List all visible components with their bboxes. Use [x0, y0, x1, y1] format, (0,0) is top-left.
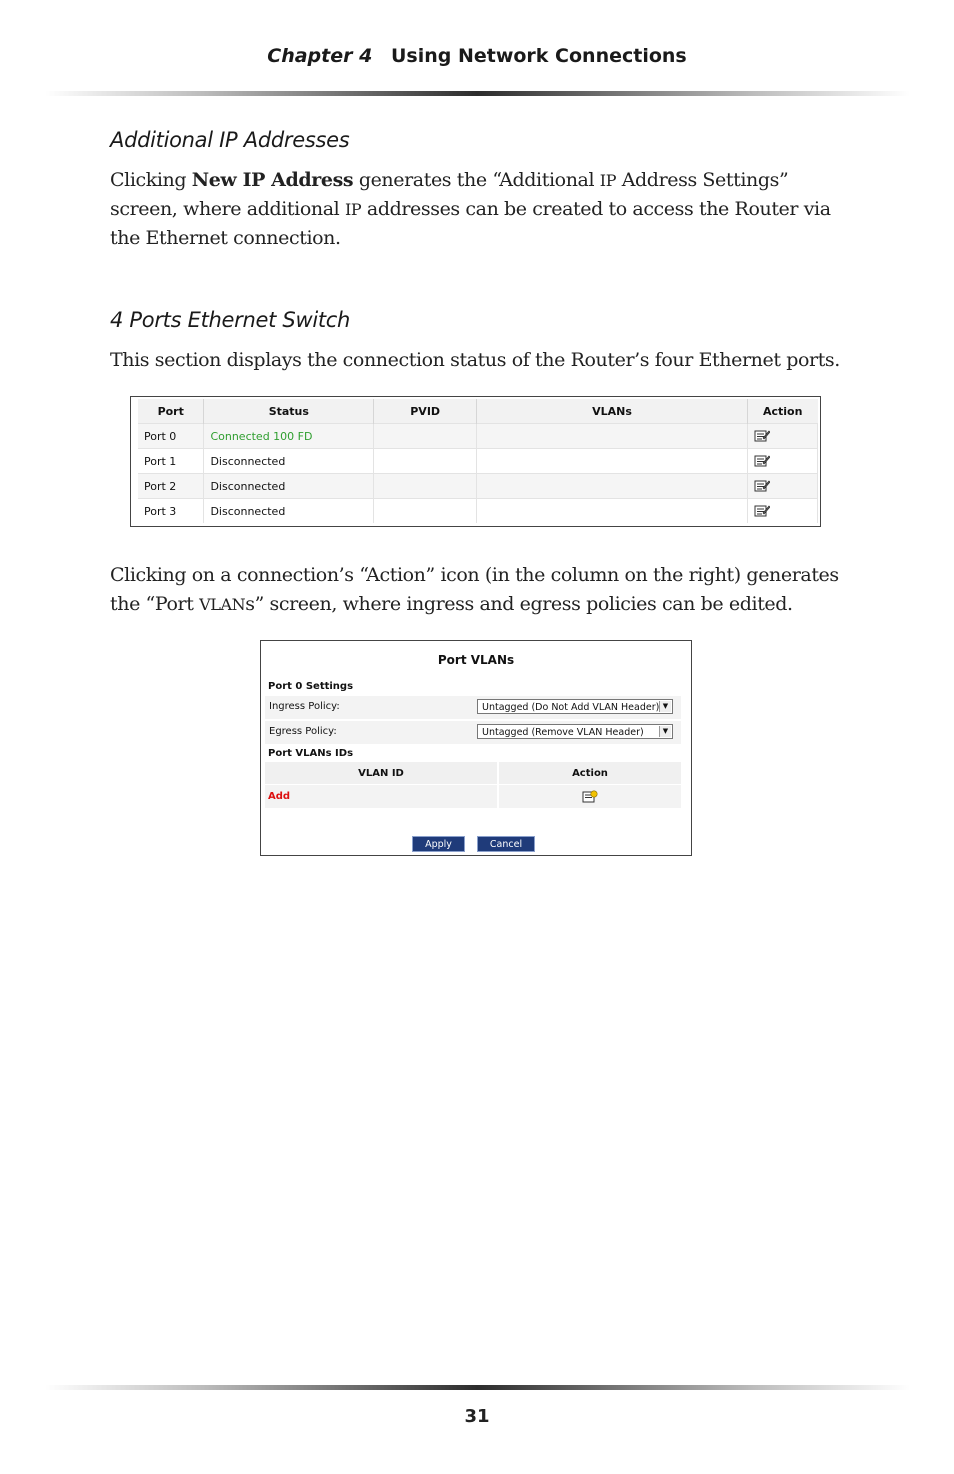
port-settings-label: Port 0 Settings	[268, 681, 354, 692]
edit-icon[interactable]	[754, 454, 770, 468]
port-vlan-ids-label: Port VLANs IDs	[268, 748, 354, 759]
pvid-cell	[374, 424, 477, 449]
col-pvid: PVID	[374, 399, 477, 424]
bold-term-new-ip-address: New IP Address	[191, 169, 354, 191]
port-cell: Port 2	[138, 474, 204, 499]
apply-button[interactable]: Apply	[412, 836, 465, 852]
paragraph-action-icon	[110, 561, 850, 619]
text-run: Clicking on a connection’s “Action” icon (in the column on the right) generates the “Port	[110, 564, 839, 615]
port-cell: Port 3	[138, 499, 204, 524]
edit-icon[interactable]	[754, 504, 770, 518]
section-title-ethernet-switch: 4 Ports Ethernet Switch	[110, 308, 351, 332]
table-row	[265, 785, 681, 809]
ports-table	[138, 399, 818, 523]
running-header	[0, 45, 954, 67]
action-cell	[747, 449, 817, 474]
port-cell: Port 0	[138, 424, 204, 449]
dialog-title: Port VLANs	[437, 653, 515, 667]
vlan-ids-table	[265, 762, 681, 808]
chapter-label: Chapter 4	[267, 45, 373, 67]
status-cell: Connected 100 FD	[204, 424, 374, 449]
chapter-title: Using Network Connections	[390, 45, 687, 67]
col-vlan-action: Action	[498, 762, 681, 785]
pvid-cell	[374, 449, 477, 474]
text-run: Address Settings” screen, where additional	[110, 169, 789, 220]
add-vlan-link[interactable]: Add	[265, 785, 498, 809]
col-port: Port	[138, 399, 204, 424]
dropdown-arrow-icon: ▼	[659, 726, 671, 737]
action-cell	[747, 499, 817, 524]
pvid-cell	[374, 499, 477, 524]
action-cell	[747, 474, 817, 499]
edit-icon[interactable]	[754, 479, 770, 493]
table-row	[138, 474, 818, 499]
header-rule	[45, 91, 910, 96]
col-action: Action	[747, 399, 817, 424]
col-status: Status	[204, 399, 374, 424]
table-row	[138, 499, 818, 524]
egress-policy-select[interactable]	[477, 724, 673, 739]
vlans-cell	[477, 499, 748, 524]
ports-table-panel	[130, 396, 821, 527]
status-cell: Disconnected	[204, 499, 374, 524]
add-action-cell	[498, 785, 681, 809]
paragraph-additional-ip	[110, 166, 855, 253]
ingress-policy-label: Ingress Policy:	[269, 701, 340, 712]
footer-rule	[45, 1385, 910, 1390]
acronym-vlan: VLAN	[199, 595, 246, 614]
edit-icon[interactable]	[754, 429, 770, 443]
text-run: Clicking	[110, 169, 192, 191]
text-run: addresses can be created to access the Router via the Ethernet connection.	[110, 198, 831, 249]
egress-policy-value: Untagged (Remove VLAN Header)	[482, 727, 644, 738]
dropdown-arrow-icon: ▼	[659, 701, 671, 712]
status-cell: Disconnected	[204, 449, 374, 474]
cancel-button[interactable]: Cancel	[477, 836, 535, 852]
col-vlan-id: VLAN ID	[265, 762, 498, 785]
ports-table-header	[138, 399, 818, 424]
ingress-policy-row	[265, 696, 681, 720]
port-vlans-dialog	[260, 640, 692, 856]
port-cell: Port 1	[138, 449, 204, 474]
section-title-additional-ip: Additional IP Addresses	[110, 128, 350, 152]
text-run: s” screen, where ingress and egress policies can be edited.	[245, 593, 793, 615]
table-row	[138, 449, 818, 474]
add-edit-icon[interactable]	[582, 790, 598, 804]
vlans-cell	[477, 449, 748, 474]
acronym-ip: IP	[599, 171, 617, 190]
action-cell	[747, 424, 817, 449]
acronym-ip: IP	[344, 200, 362, 219]
vlans-cell	[477, 424, 748, 449]
vlans-cell	[477, 474, 748, 499]
page-number: 31	[464, 1406, 490, 1427]
col-vlans: VLANs	[477, 399, 748, 424]
ingress-policy-value: Untagged (Do Not Add VLAN Header)	[482, 702, 660, 713]
egress-policy-label: Egress Policy:	[269, 726, 337, 737]
egress-policy-row	[265, 721, 681, 745]
text-run: generates the “Additional	[353, 169, 600, 191]
pvid-cell	[374, 474, 477, 499]
paragraph-ethernet-switch: This section displays the connection status of the Router’s four Ethernet ports.	[110, 349, 840, 371]
status-cell: Disconnected	[204, 474, 374, 499]
table-row	[138, 424, 818, 449]
ingress-policy-select[interactable]	[477, 699, 673, 714]
